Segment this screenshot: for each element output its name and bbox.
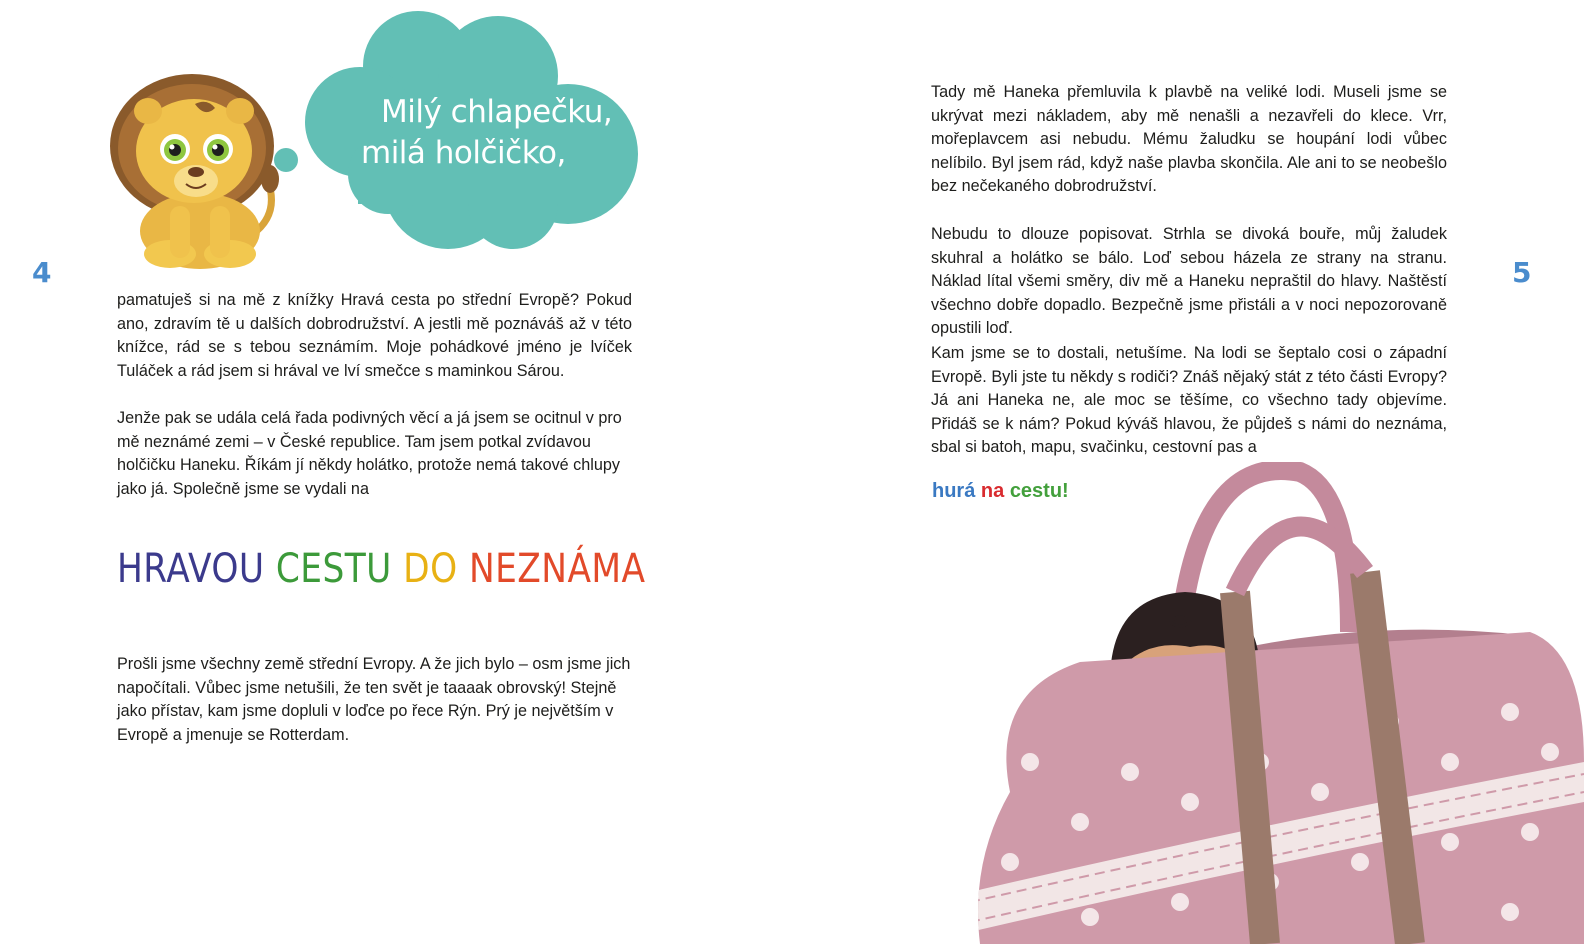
right-paragraph-3: Kam jsme se to dostali, netušíme. Na lodi se šeptalo cosi o západní Evropě. Byli jste tu někdy s rodiči? Znáš nějaký stát z této části Evropy? Já ani Haneka ne, ale moc se těšíme, co všechno tady objevíme. Přidáš se k nám? Pokud kýváš hlavou, že půjdeš s námi do neznáma, sbal si batoh, mapu, svačinku, cestovní pas a [931,344,1447,457]
girl-peeking-from-bag-illustration [970,462,1584,944]
speech-bubble-cloud [268,4,648,264]
page-number-right: 5 [1512,256,1532,289]
left-paragraph-1: pamatuješ si na mě z knížky Hravá cesta po střední Evropě? Pokud ano, zdravím tě u dalších dobrodružství. A jestli mě poznáváš až v této knížce, rád se s tebou seznámím. Moje pohádkové jméno je lvíček Tuláček a rád jsem si hrával ve lví smečce s maminkou Sárou. [117,291,632,380]
headline-hravou-cestu [117,546,645,592]
headline-word-1: HRAVOU [117,546,265,592]
right-paragraph-1: Tady mě Haneka přemluvila k plavbě na veliké lodi. Museli jsme se ukrývat mezi nákladem, aby mě nenašli a nezavřeli do klece. Vrr, mořeplavcem asi nebudu. Mému žaludku se houpání lodi vůbec nelíbilo. Byl jsem rád, když naše plavba skončila. Ale ani to se neobešlo bez nečekaného dobrodružství. [931,83,1447,196]
page-number-left: 4 [32,256,52,289]
hura-word-3: cestu! [1009,480,1069,502]
right-paragraph-2: Nebudu to dlouze popisovat. Strhla se divoká bouře, můj žaludek skuhral a holátko se bálo. Loď sebou házela ze strany na stranu. Náklad lítal všemi směry, div mě a Haneku nepraštil do hlavy. Naštěstí všechno dobře dopadlo. Bezpečně jsme přistáli a v noci nepozorovaně opustili loď. [931,225,1447,338]
headline-word-2: CESTU [275,546,392,592]
headline-word-3: DO [403,546,458,592]
left-paragraph-2: Jenže pak se udála celá řada podivných věcí a já jsem se ocitnul v pro mě neznámé zemi – v České republice. Tam jsem potkal zvídavou holčičku Haneku. Říkám jí někdy holátko, protože nemá takové chlupy jako já. Společně jsme se vydali na [117,409,622,498]
hura-word-1: hurá [932,480,976,502]
hura-word-2: na [980,480,1005,502]
bubble-greeting-line2: milá holčičko, [361,135,566,171]
headline-word-4: NEZNÁMA [468,546,646,592]
left-paragraph-3: Prošli jsme všechny země střední Evropy. A že jich bylo – osm jsme jich napočítali. Vůbec jsme netušili, že ten svět je taaaak obrovský! Stejně jako přístav, kam jsme dopluli v loďce po řece Rýn. Prý je největším v Evropě a jmenuje se Rotterdam. [117,655,631,744]
bubble-greeting-line1: Milý chlapečku, [381,94,613,130]
